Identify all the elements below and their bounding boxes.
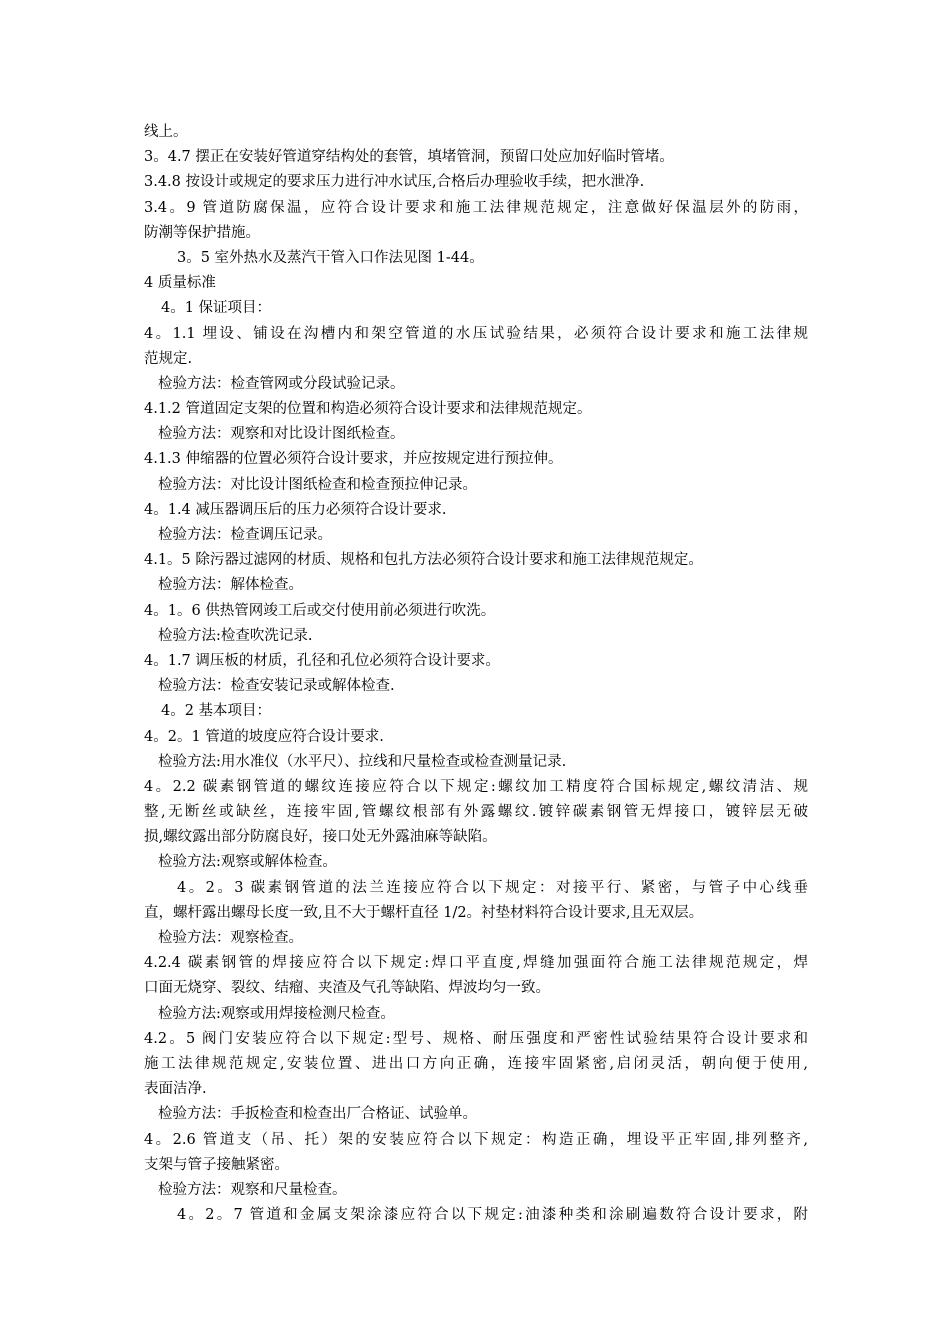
- section-heading: 4 质量标准: [144, 275, 216, 292]
- text-line: 4.1.3 伸缩器的位置必须符合设计要求，并应按规定进行预拉伸。: [144, 451, 563, 468]
- text-line: 4.2.4 碳素钢管的焊接应符合以下规定:焊口平直度,焊缝加强面符合施工法律规范规定，焊: [144, 955, 808, 972]
- text-line: 口面无烧穿、裂纹、结瘤、夹渣及气孔等缺陷、焊波均匀一致。: [144, 980, 550, 997]
- inspection-method: 检验方法:观察或解体检查。: [158, 854, 337, 871]
- text-line: 4。1.1 埋设、铺设在沟槽内和架空管道的水压试验结果，必须符合设计要求和施工法律规: [144, 325, 808, 342]
- document-body: [144, 120, 808, 1228]
- text-line: 表面洁净.: [144, 1081, 207, 1098]
- section-heading: 3。5 室外热水及蒸汽干管入口作法见图 1-44。: [177, 249, 484, 266]
- text-line: 3。4.7 摆正在安装好管道穿结构处的套管，填堵管洞，预留口处应加好临时管堵。: [144, 149, 674, 166]
- text-line: 4。1.7 调压板的材质，孔径和孔位必须符合设计要求。: [144, 652, 500, 669]
- inspection-method: 检验方法:检查吹洗记录.: [158, 627, 313, 644]
- inspection-method: 检验方法：检查管网或分段试验记录。: [158, 375, 405, 392]
- inspection-method: 检验方法：解体检查。: [158, 577, 303, 594]
- text-line: 整,无断丝或缺丝，连接牢固,管螺纹根部有外露螺纹.镀锌碳素钢管无焊接口，镀锌层无破: [144, 804, 808, 821]
- text-line: 支架与管子接触紧密。: [144, 1156, 289, 1173]
- subsection-heading: 4。2 基本项目：: [161, 703, 272, 720]
- text-line: 3.4.8 按设计或规定的要求压力进行冲水试压,合格后办理验收手续，把水泄净.: [144, 174, 645, 191]
- inspection-method: 检验方法：检查调压记录。: [158, 527, 332, 543]
- inspection-method: 检验方法：观察检查。: [158, 930, 303, 946]
- inspection-method: 检验方法：观察和对比设计图纸检查。: [158, 426, 405, 443]
- text-line: 3.4。9 管道防腐保温，应符合设计要求和施工法律规范规定，注意做好保温层外的防雨，: [144, 199, 808, 216]
- text-line: 4。2。3 碳素钢管道的法兰连接应符合以下规定：对接平行、紧密，与管子中心线垂: [177, 879, 808, 896]
- text-line: 4.2。5 阀门安装应符合以下规定:型号、规格、耐压强度和严密性试验结果符合设计要求和: [144, 1030, 808, 1047]
- subsection-heading: 4。1 保证项目：: [161, 300, 272, 317]
- text-line: 4。1.4 减压器调压后的压力必须符合设计要求.: [144, 501, 447, 518]
- text-line: 施工法律规范规定,安装位置、进出口方向正确，连接牢固紧密,启闭灵活，朝向便于使用,: [144, 1055, 808, 1072]
- text-line: 4。2。7 管道和金属支架涂漆应符合以下规定:油漆种类和涂刷遍数符合设计要求，附: [177, 1207, 808, 1224]
- inspection-method: 检验方法：对比设计图纸检查和检查预拉伸记录。: [158, 476, 477, 493]
- text-line: 4.1.2 管道固定支架的位置和构造必须符合设计要求和法律规范规定。: [144, 401, 592, 418]
- inspection-method: 检验方法:用水准仪（水平尺）、拉线和尺量检查或检查测量记录.: [158, 753, 567, 770]
- inspection-method: 检验方法:观察或用焊接检测尺检查。: [158, 1005, 395, 1022]
- text-line: 直，螺杆露出螺母长度一致,且不大于螺杆直径 1/2。衬垫材料符合设计要求,且无双层。: [144, 904, 704, 921]
- text-line: 4.1。5 除污器过滤网的材质、规格和包扎方法必须符合设计要求和施工法律规范规定。: [144, 552, 703, 569]
- text-line: 4。1。6 供热管网竣工后或交付使用前必须进行吹洗。: [144, 602, 496, 619]
- text-line: 4。2.6 管道支（吊、托）架的安装应符合以下规定：构造正确，埋设平正牢固,排列整齐,: [144, 1131, 808, 1148]
- inspection-method: 检验方法：观察和尺量检查。: [158, 1181, 347, 1198]
- inspection-method: 检验方法：手扳检查和检查出厂合格证、试验单。: [158, 1106, 477, 1123]
- inspection-method: 检验方法：检查安装记录或解体检查.: [158, 678, 395, 695]
- text-line: 线上。: [144, 124, 188, 140]
- text-line: 损,螺纹露出部分防腐良好，接口处无外露油麻等缺陷。: [144, 829, 497, 846]
- text-line: 防潮等保护措施。: [144, 224, 260, 241]
- text-line: 4。2。1 管道的坡度应符合设计要求.: [144, 728, 384, 745]
- text-line: 范规定.: [144, 350, 193, 367]
- text-line: 4。2.2 碳素钢管道的螺纹连接应符合以下规定:螺纹加工精度符合国标规定,螺纹清洁、规: [144, 778, 808, 795]
